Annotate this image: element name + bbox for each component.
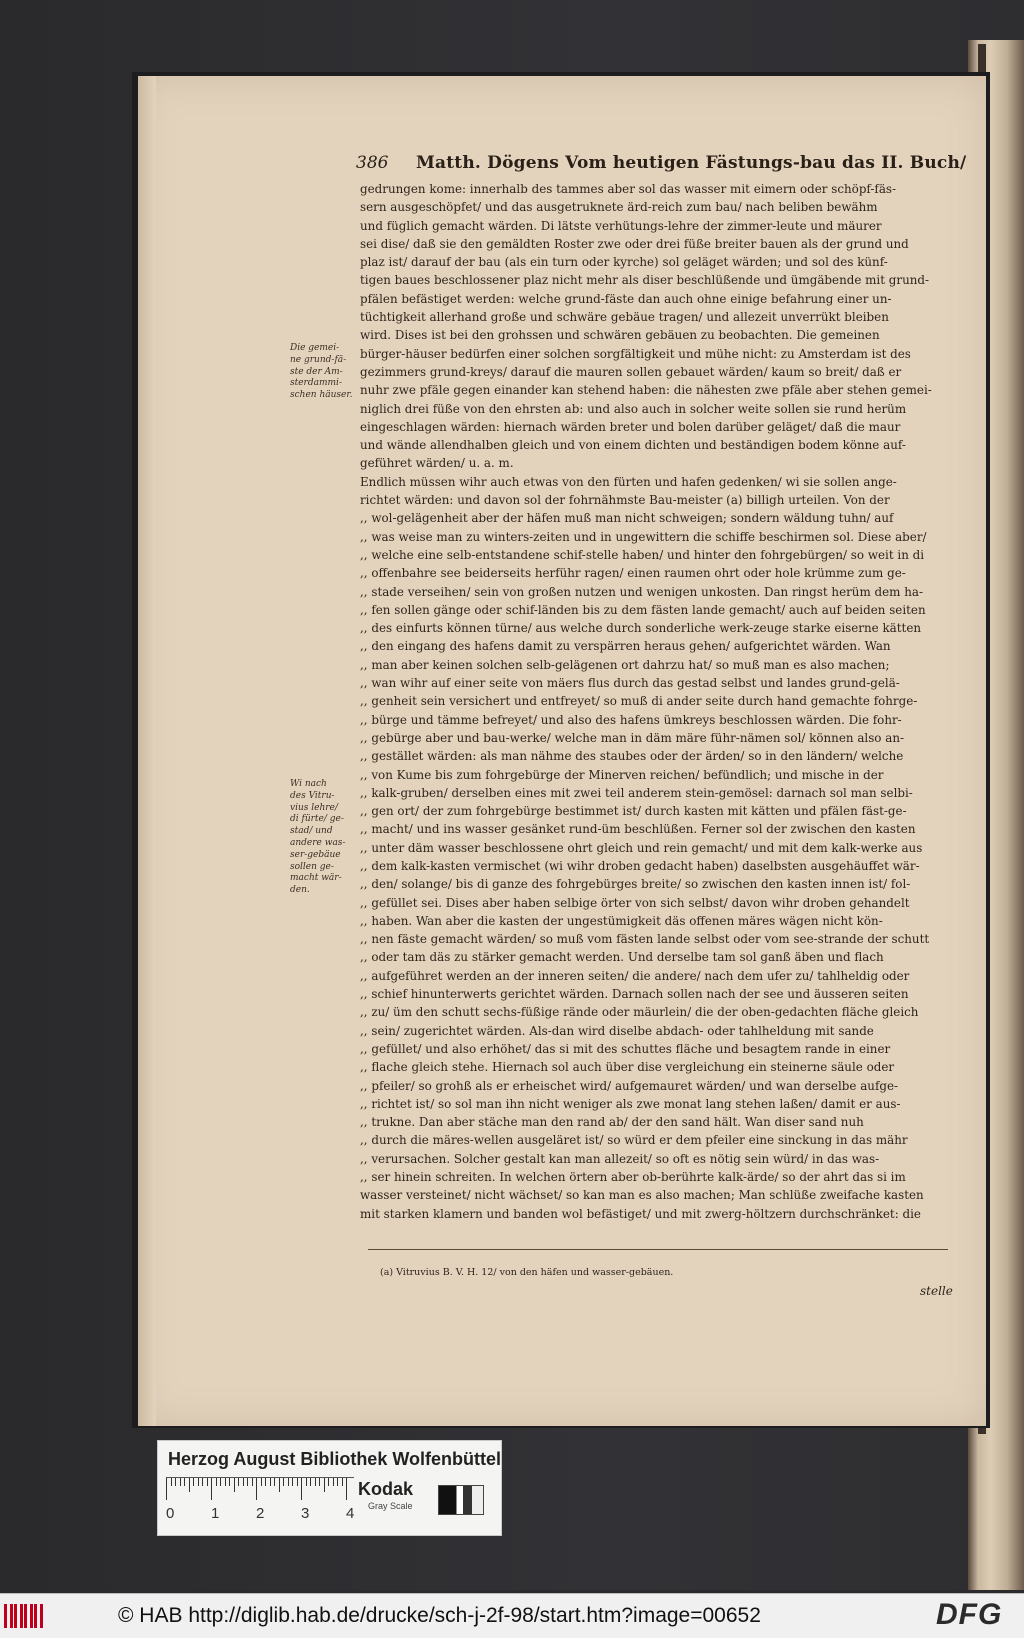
ruler-tick [328,1478,329,1486]
ruler-tick [306,1478,307,1486]
text-line: ,, welche eine selb-entstandene schif-stelle haben/ und hinter den fohrgebürgen/ so weit in di [360,547,925,562]
text-line: gedrungen kome: innerhalb des tammes aber sol das wasser mit eimern oder schöpf-fäs- [360,182,897,196]
text-line: sern ausgeschöpfet/ und das ausgetruknete ärd-reich zum bau/ nach belіben bewähm [360,200,878,215]
scale-number: 4 [346,1505,355,1522]
text-line: ,, zu/ üm den schutt sechs-füßige rände oder mäurlein/ die der oben-gedachten fläche gleich [360,1005,919,1020]
footer-url[interactable]: © HAB http://diglib.hab.de/drucke/sch-j-2f-98/start.htm?image=00652 [118,1604,761,1627]
reference-card [157,1440,502,1536]
text-line: Endlich müssen wihr auch etwas von den fürten und hafen gedenken/ wi sie sollen ange- [360,474,897,489]
ruler-tick [346,1478,347,1500]
text-line: ,, von Kume bis zum fohrgebürge der Minerven reichen/ befündlich; und mische in der [360,767,884,782]
ruler-tick [247,1478,248,1486]
margin-note-amsterdam [290,343,356,402]
margin-note-line: Die gemei- [290,343,340,353]
ruler-tick [211,1478,212,1500]
barcode-bar [24,1604,27,1628]
text-line: ,, trukne. Dan aber stäche man den rand ab/ der den sand hält. Wan diser sand nuh [360,1115,864,1130]
margin-note-line: sterdammi- [290,378,342,389]
ruler-tick [333,1478,334,1486]
margin-note-line: Wi nach [290,779,327,789]
ruler-tick [292,1478,293,1486]
ruler-tick [243,1478,244,1486]
ruler-tick [198,1478,199,1486]
margin-note-line: sollen ge- [290,861,334,872]
ruler-tick [207,1478,208,1486]
ruler-tick [175,1478,176,1486]
text-line: ,, gefüllet sei. Dises aber haben selbige örter von sich selbst/ davon wihr droben gehandelt [360,895,910,910]
text-line: ,, sein/ zugerichtet wärden. Als-dan wird diselbe abdach- oder tahlheldung mit sande [360,1023,874,1038]
scale-number: 0 [166,1505,175,1522]
kodak-logo: Kodak [358,1479,414,1499]
text-line: ,, stade verseihen/ sein von großen nutzen und wenigen unkosten. Dan ringst herüm dem ha- [360,584,923,599]
text-line: ,, gefüllet/ und also erhöhet/ das si mit des schuttes fläche und besagtem rande in einer [360,1041,891,1056]
margin-note-line: ne grund-fä- [290,354,347,365]
text-line: pfälen befästiget werden: welche grund-fäste dan auch ohne einige befahrung einer un- [360,291,892,306]
text-line: ,, macht/ und ins wasser gesänket rund-üm beschlüßen. Ferner sol der zwischen den kasten [360,822,916,837]
text-line: bürger-häuser bedürfen einer solchen sorgfältigkeit und mühe nicht: zu Amsterdam ist des [360,346,911,361]
margin-note-line: andere was- [290,837,346,848]
margin-note-line: ste der Am- [290,366,343,377]
ruler-tick [229,1478,230,1486]
ruler-tick [297,1478,298,1486]
text-line: ,, wol-gelägenheit aber der häfen muß man nicht schweigen; sondern wäldung tuhn/ auf [360,511,894,526]
text-line: ,, was weise man zu winters-zeiten und in ungewittern die schiffe beschirmen sol. Diese aber/ [360,529,927,544]
ruler-tick [220,1478,221,1486]
barcode-bar [4,1604,7,1628]
margin-note-line: des Vitru- [290,790,335,801]
text-line: ,, haben. Wan aber die kasten der ungestümigkeit däs offenen märes wägen nicht kön- [360,913,883,928]
margin-note-line: ser-gebäue [290,849,341,860]
text-line: ,, gebürge aber und bau-werke/ welche man in däm märe führ-nämen sol/ können also an- [360,730,905,745]
text-line: ,, richtet ist/ so sol man ihn nicht weniger als zwe monat lang stehen laßen/ damit er aus- [360,1096,901,1111]
text-line: und füglich gemacht wärden. Di lätste verhütungs-lehre der zimmer-leute und mäurer [360,218,882,233]
text-line: ,, offenbahre see beiderseits herführ ragen/ einen raumen ohrt oder hole krümme zum ge- [360,566,906,581]
barcode-icon [4,1602,48,1630]
text-line: niglich drei füße von den ehrsten ab: und also auch in solcher weite sollen sie rund herüm [360,401,907,416]
ruler-tick [324,1478,325,1492]
gray-scale-patches [438,1485,484,1515]
barcode-bar [14,1604,17,1628]
text-line: ,, unter däm wasser beschlossene ohrt gleich und rein gemacht/ und mit dem kalk-werke aus [360,840,923,855]
text-line: ,, verursachen. Solcher gestalt kan man allezeit/ so oft es nötig sein würd/ in das was- [360,1151,880,1166]
margin-note-line: di fürte/ ge- [290,814,344,825]
text-line: ,, nen fäste gemacht wärden/ so muß vom fästen lande selbst oder vom see-strande der schutt [360,932,930,947]
ruler-tick [279,1478,280,1492]
text-line: ,, schief hinunterwerts gerichtet wärden. Darnach sollen nach der see und äusseren seiten [360,987,909,1002]
ruler-tick [274,1478,275,1486]
barcode-bar [20,1604,23,1628]
text-line: geführet wärden/ u. a. m. [360,456,514,471]
footnote-rule [368,1249,948,1250]
text-line: ,, aufgeführet werden an der inneren seiten/ die andere/ nach dem ufer zu/ tahlheldig oder [360,968,910,983]
text-line: ,, kalk-gruben/ derselben eines mit zwei teil anderem stein-gemösel: darnach sol man selbi- [360,785,913,800]
footer-bar [0,1593,1024,1638]
text-line: ,, genheit sein versichert und entfreyet/ so muß di ander seite durch hand gemachte fohrge- [360,694,918,709]
text-line: ,, dem kalk-kasten vermischet (wi wihr droben gedacht haben) daselbsten ausgehäuffet wär- [360,858,920,873]
library-name: Herzog August Bibliothek Wolfenbüttel [168,1449,501,1469]
barcode-bar [10,1604,13,1628]
text-line: plaz ist/ darauf der bau (als ein turn oder kyrche) sol geläget wärden; und sol des künf- [360,255,888,270]
margin-note-line: macht wär- [290,873,342,884]
ruler-tick [202,1478,203,1486]
text-line: ,, gestället wärden: als man nähme des staubes oder der ärden/ so in den ländern/ welche [360,749,904,764]
ruler-tick [342,1478,343,1486]
ruler-tick [238,1478,239,1486]
text-line: richtet wärden: und davon sol der fohrnähmste Bau-meister (a) billigh urteilen. Von der [360,493,890,508]
ruler-tick [283,1478,284,1486]
ruler-tick [234,1478,235,1492]
scale-ruler [166,1477,354,1504]
barcode-bar [30,1604,33,1628]
text-line: ,, durch die märes-wellen ausgeläret ist/ so würd er dem pfeiler eine sinckung in das mähr [360,1133,908,1148]
ruler-tick [193,1478,194,1486]
margin-note-line: schen häuser. [290,390,353,401]
text-line: ,, pfeiler/ so grohß als er erheischet wird/ aufgemauret wärden/ und wan derselbe aufge- [360,1078,899,1093]
ruler-tick [310,1478,311,1486]
text-line: gezimmers grund-kreys/ darauf die mauren sollen gebauet wärden/ kaum so breit/ daß er [360,364,902,379]
ruler-tick [270,1478,271,1486]
text-line: mit starken klamern und banden wol befästiget/ und mit zwerg-höltzern durchschränket: die [360,1206,921,1221]
text-line: wasser versteinet/ nicht wächset/ so kan man es also machen; Man schlüße zweifache kasten [360,1188,924,1203]
ruler-tick [315,1478,316,1486]
ruler-tick [189,1478,190,1492]
scale-number: 1 [211,1505,220,1522]
ruler-tick [261,1478,262,1486]
page-edge [138,76,156,1426]
ruler-tick [252,1478,253,1486]
ruler-tick [225,1478,226,1486]
text-line: sei dise/ daß sie den gemäldten Roster zwe oder drei füße breiter bauen als der grund und [360,236,909,251]
ruler-tick [256,1478,257,1500]
ruler-tick [216,1478,217,1486]
ruler-tick [180,1478,181,1486]
barcode-bar [40,1604,43,1628]
ruler-tick [166,1478,167,1500]
scale-number: 3 [301,1505,310,1522]
body-text [360,180,952,1223]
text-line: nuhr zwe pfäle gegen einander kan stehend haben: die nähesten zwe pfäle aber stehen gemei- [360,383,932,398]
footnote: (a) Vitruvius B. V. H. 12/ von den häfen und wasser-gebäuen. [380,1267,674,1278]
text-line: ,, bürge und tämme befreyet/ und also des hafens ümkreys beschlossen wärden. Die fohr- [360,712,902,727]
text-line: tigen baues beschlossener plaz nicht mehr als diser beschlüßende und ümgäbende mit grund- [360,273,930,288]
text-line: ,, ser hinein schreiten. In welchen örtern aber ob-berührte kalk-ärde/ so der ahrt das si im [360,1170,906,1185]
text-line: und wände allendhalben gleich und von einem dichten und beständigen bodem könne auf- [360,438,906,453]
text-line: tüchtigkeit allerhand große und schwäre gebäue tragen/ und allezeit unverrükt bleiben [360,310,889,325]
text-line: ,, wan wihr auf einer seite von mäers flus durch das gestad selbst und landes grund-gelä- [360,676,900,691]
margin-note-line: stad/ und [290,826,333,837]
running-head: Matth. Dögens Vom heutigen Fästungs-bau das II. Buch/ [416,153,967,173]
text-line: ,, man aber keinen solchen selb-gelägenen ort dahrzu hat/ so muß man es also machen; [360,657,890,672]
margin-note-vitruvius [290,779,356,897]
text-line: ,, den eingang des hafens damit zu verspärren heraus gehen/ aufgerichtet wärden. Wan [360,639,891,654]
ruler-tick [301,1478,302,1500]
page-header [356,153,967,179]
ruler-tick [288,1478,289,1486]
catchword: stelle [920,1284,953,1298]
text-line: eingeschlagen wärden: hiernach wärden breter und bolen darüber geläget/ daß die maur [360,419,901,434]
text-line: wird. Dises ist bei den grohssen und schwären gebäuen zu beobachten. Die gemeinen [360,328,880,343]
margin-note-line: den. [290,885,310,896]
gray-scale-label: Gray Scale [368,1501,413,1511]
page-number: 386 [356,153,389,173]
scale-number: 2 [256,1505,265,1522]
text-line: ,, des einfurts können türne/ aus welche durch sonderliche werk-zeuge starke eiserne kätten [360,621,922,636]
ruler-tick [265,1478,266,1486]
text-line: ,, flache gleich stehe. Hiernach sol auch über dise vergleichung ein steinerne säule oder [360,1060,895,1075]
barcode-bar [34,1604,37,1628]
ruler-tick [337,1478,338,1486]
ruler-tick [184,1478,185,1486]
text-line: ,, oder tam däs zu stärker gemacht werden. Und derselbe tam sol ganß äben und flach [360,950,884,965]
ruler-tick [319,1478,320,1486]
margin-note-line: vius lehre/ [290,802,338,813]
ruler-tick [171,1478,172,1486]
dfg-logo: DFG [936,1598,1003,1631]
text-line: ,, den/ solange/ bis di ganze des fohrgebürges breite/ so zwischen den kasten innen ist/ fol- [360,877,911,892]
text-line: ,, gen ort/ der zum fohrgebürge bestimmet ist/ durch kasten mit kätten und pfälen fäst-ge- [360,804,907,819]
text-line: ,, fen sollen gänge oder schif-länden bis zu dem fästen lande gemacht/ auch auf beiden seiten [360,602,926,617]
